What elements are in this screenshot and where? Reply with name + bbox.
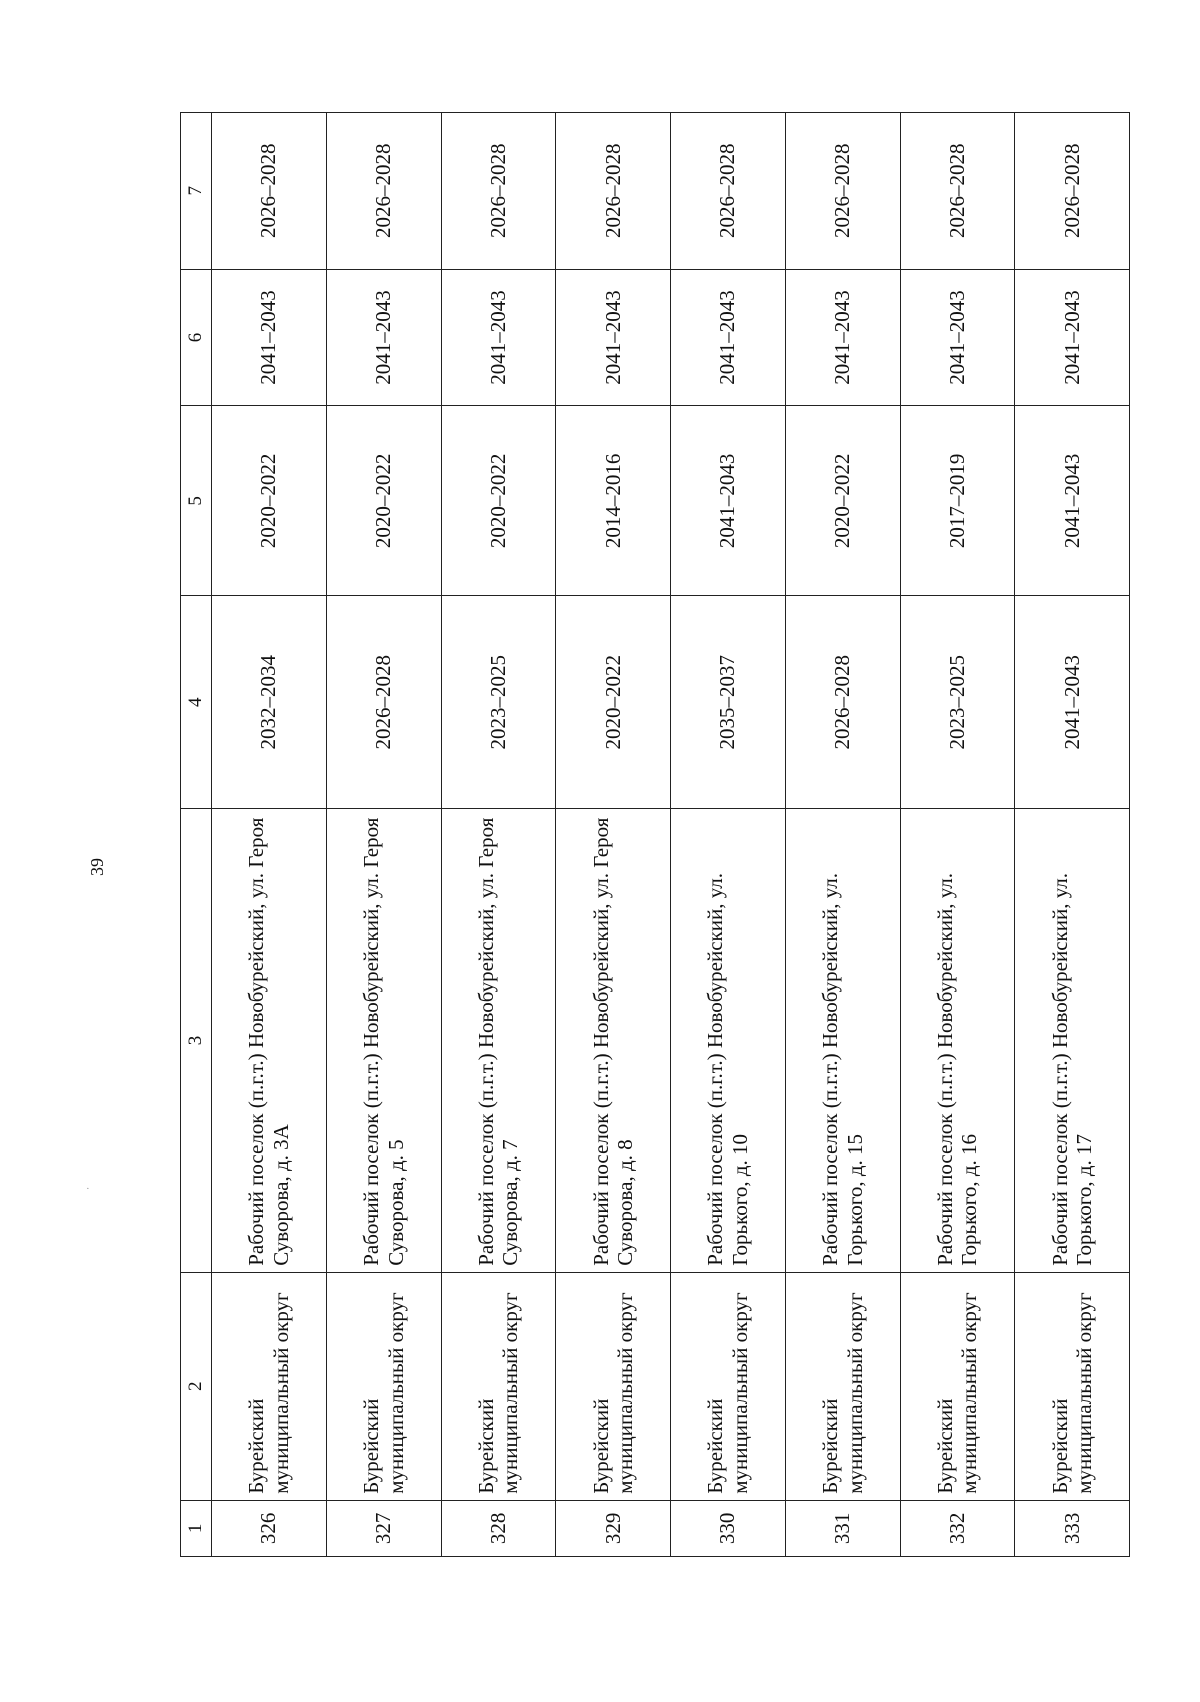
district-cell: Бурейский муниципальный округ xyxy=(326,1272,441,1500)
address-cell: Рабочий поселок (п.г.т.) Новобурейский, ул. Героя Суворова, д. 5 xyxy=(326,809,441,1273)
header-cell-3: 3 xyxy=(181,809,212,1273)
period-cell-4: 2026–2028 xyxy=(326,596,441,809)
table-body xyxy=(212,113,1130,1557)
period-cell-7: 2026–2028 xyxy=(441,113,556,270)
period-cell-7: 2026–2028 xyxy=(212,113,327,270)
period-cell-4: 2020–2022 xyxy=(556,596,671,809)
row-number: 328 xyxy=(441,1500,556,1556)
period-cell-4: 2026–2028 xyxy=(785,596,900,809)
row-number: 329 xyxy=(556,1500,671,1556)
address-cell: Рабочий поселок (п.г.т.) Новобурейский, ул. Горького, д. 15 xyxy=(785,809,900,1273)
address-cell: Рабочий поселок (п.г.т.) Новобурейский, ул. Горького, д. 16 xyxy=(900,809,1015,1273)
header-cell-1: 1 xyxy=(181,1500,212,1556)
table-row xyxy=(556,113,671,1557)
period-cell-6: 2041–2043 xyxy=(900,269,1015,406)
table-row xyxy=(1015,113,1130,1557)
district-cell: Бурейский муниципальный округ xyxy=(900,1272,1015,1500)
period-cell-6: 2041–2043 xyxy=(671,269,786,406)
table-row xyxy=(900,113,1015,1557)
period-cell-4: 2032–2034 xyxy=(212,596,327,809)
table-row xyxy=(326,113,441,1557)
period-cell-4: 2023–2025 xyxy=(900,596,1015,809)
period-cell-6: 2041–2043 xyxy=(326,269,441,406)
header-cell-2: 2 xyxy=(181,1272,212,1500)
period-cell-5: 2020–2022 xyxy=(212,406,327,596)
period-cell-5: 2020–2022 xyxy=(326,406,441,596)
header-cell-4: 4 xyxy=(181,596,212,809)
schedule-table xyxy=(180,112,1130,1557)
table-row xyxy=(671,113,786,1557)
rotated-table-container xyxy=(180,112,1130,1557)
period-cell-5: 2020–2022 xyxy=(441,406,556,596)
period-cell-5: 2014–2016 xyxy=(556,406,671,596)
address-cell: Рабочий поселок (п.г.т.) Новобурейский, ул. Героя Суворова, д. 7 xyxy=(441,809,556,1273)
period-cell-5: 2041–2043 xyxy=(1015,406,1130,596)
period-cell-7: 2026–2028 xyxy=(671,113,786,270)
period-cell-6: 2041–2043 xyxy=(441,269,556,406)
row-number: 332 xyxy=(900,1500,1015,1556)
table-row xyxy=(785,113,900,1557)
header-cell-5: 5 xyxy=(181,406,212,596)
period-cell-7: 2026–2028 xyxy=(900,113,1015,270)
address-cell: Рабочий поселок (п.г.т.) Новобурейский, ул. Героя Суворова, д. 3А xyxy=(212,809,327,1273)
period-cell-6: 2041–2043 xyxy=(212,269,327,406)
district-cell: Бурейский муниципальный округ xyxy=(1015,1272,1130,1500)
period-cell-7: 2026–2028 xyxy=(556,113,671,270)
period-cell-4: 2023–2025 xyxy=(441,596,556,809)
period-cell-5: 2020–2022 xyxy=(785,406,900,596)
header-row xyxy=(181,113,212,1557)
scan-speck: · xyxy=(86,1183,90,1195)
header-cell-6: 6 xyxy=(181,269,212,406)
address-cell: Рабочий поселок (п.г.т.) Новобурейский, ул. Горького, д. 10 xyxy=(671,809,786,1273)
period-cell-6: 2041–2043 xyxy=(1015,269,1130,406)
period-cell-7: 2026–2028 xyxy=(326,113,441,270)
address-cell: Рабочий поселок (п.г.т.) Новобурейский, ул. Героя Суворова, д. 8 xyxy=(556,809,671,1273)
row-number: 331 xyxy=(785,1500,900,1556)
district-cell: Бурейский муниципальный округ xyxy=(556,1272,671,1500)
address-cell: Рабочий поселок (п.г.т.) Новобурейский, ул. Горького, д. 17 xyxy=(1015,809,1130,1273)
table-row xyxy=(212,113,327,1557)
table-row xyxy=(441,113,556,1557)
row-number: 333 xyxy=(1015,1500,1130,1556)
row-number: 326 xyxy=(212,1500,327,1556)
district-cell: Бурейский муниципальный округ xyxy=(785,1272,900,1500)
period-cell-6: 2041–2043 xyxy=(556,269,671,406)
period-cell-4: 2041–2043 xyxy=(1015,596,1130,809)
header-cell-7: 7 xyxy=(181,113,212,270)
period-cell-5: 2041–2043 xyxy=(671,406,786,596)
period-cell-6: 2041–2043 xyxy=(785,269,900,406)
district-cell: Бурейский муниципальный округ xyxy=(212,1272,327,1500)
period-cell-7: 2026–2028 xyxy=(785,113,900,270)
row-number: 330 xyxy=(671,1500,786,1556)
district-cell: Бурейский муниципальный округ xyxy=(441,1272,556,1500)
page-number: 39 xyxy=(87,858,107,876)
district-cell: Бурейский муниципальный округ xyxy=(671,1272,786,1500)
period-cell-5: 2017–2019 xyxy=(900,406,1015,596)
period-cell-4: 2035–2037 xyxy=(671,596,786,809)
period-cell-7: 2026–2028 xyxy=(1015,113,1130,270)
row-number: 327 xyxy=(326,1500,441,1556)
